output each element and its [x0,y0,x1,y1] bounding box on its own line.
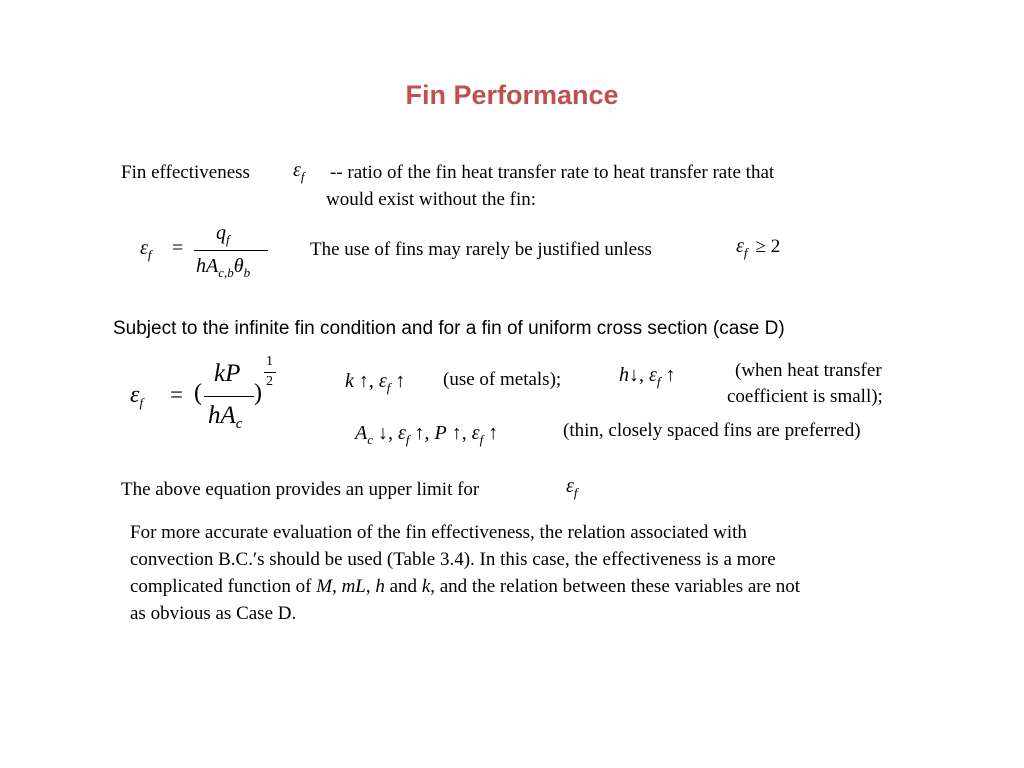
accurate-evaluation-paragraph [130,519,800,627]
numerator-qf: $q_f$ [216,222,230,247]
fraction-bar-2 [204,396,254,397]
upper-limit-text: The above equation provides an upper limit for [121,479,480,500]
equation2-lhs: $\varepsilon_f$ [130,382,144,410]
k-increase-relation: k ↑, $\varepsilon_f$ ↑ [345,370,406,395]
denominator: $hA_{c,b}\theta_b$ [196,255,251,280]
infinite-fin-equation [130,352,300,442]
justify-condition: $\varepsilon_f \ge 2$ [736,235,781,260]
left-paren: ( [194,380,202,406]
slide-title: Fin Performance [405,80,619,110]
h-decrease-relation: h↓, $\varepsilon_f$ ↑ [619,364,676,389]
paragraph-line-4: as obvious as Case D. [130,603,297,624]
justify-text: The use of fins may rarely be justified unless [310,239,652,260]
exponent-numerator: 1 [266,354,273,369]
equation-lhs: $\varepsilon_f$ [140,237,152,262]
numerator-kP: kP [214,360,241,387]
fin-effectiveness-label: Fin effectiveness [121,162,250,183]
equals-sign: = [172,237,184,259]
use-of-metals-text: (use of metals); [443,369,562,390]
thin-fins-text: (thin, closely spaced fins are preferred) [563,420,861,441]
exponent-denominator: 2 [266,374,273,389]
ac-p-relation: $A_c$ ↓, $\varepsilon_f$ ↑, P ↑, $\varepsilon_f$ ↑ [355,422,499,447]
right-paren: ) [254,380,262,406]
fraction-bar [194,250,268,251]
definition-line-a: -- ratio of the fin heat transfer rate to heat transfer rate that [330,162,775,183]
exponent-bar [264,372,276,373]
effectiveness-equation [140,222,280,292]
when-heat-transfer-a: (when heat transfer [735,360,882,381]
paragraph-line-2: convection B.C.′s should be used (Table 3.4). In this case, the effectiveness is a more [130,549,776,570]
infinite-fin-condition: Subject to the infinite fin condition and for a fin of uniform cross section (case D) [113,318,785,339]
definition-line-b: would exist without the fin: [326,189,537,210]
epsilon-f-symbol: $\varepsilon_f$ [293,159,305,184]
upper-limit-symbol: $\varepsilon_f$ [566,475,578,500]
paragraph-line-1: For more accurate evaluation of the fin effectiveness, the relation associated with [130,522,747,543]
when-heat-transfer-b: coefficient is small); [727,386,883,407]
equals-sign-2: = [170,382,183,407]
paragraph-line-3: complicated function of M, mL, h and k, and the relation between these variables are not [130,576,801,597]
denominator-hAc: hAc [208,402,243,432]
